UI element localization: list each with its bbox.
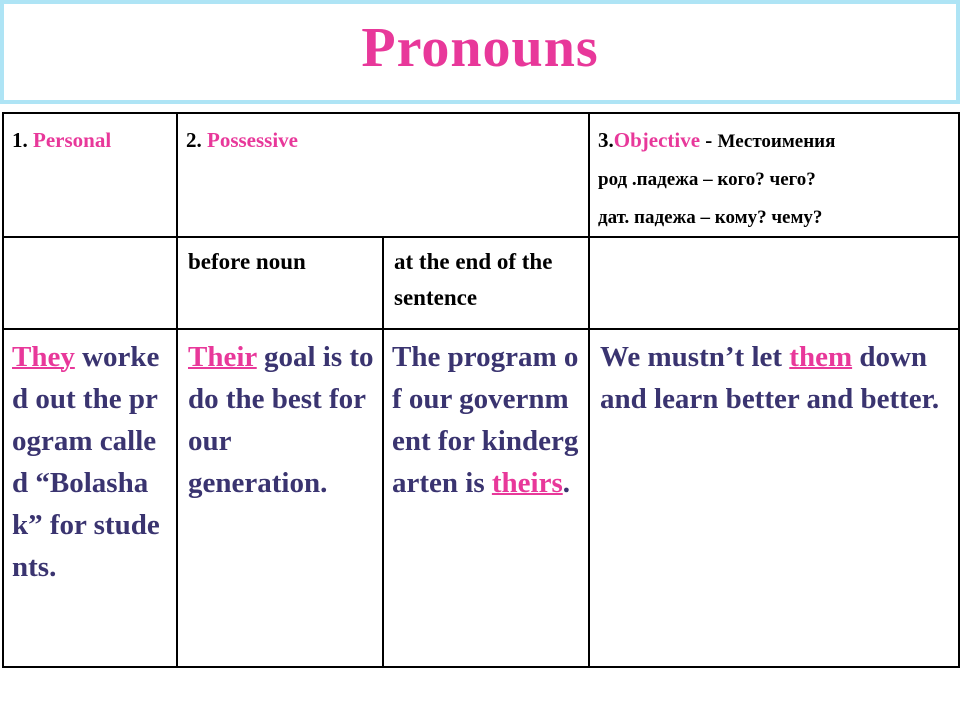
header-objective-russian-title: Местоимения (717, 131, 836, 152)
example-personal-text: worked out the program called “Bolashak” for students. (12, 341, 160, 583)
example-objective-text-end: down and learn better and better. (600, 341, 940, 415)
header-objective-dative: дат. падежа – кому? чему? (598, 207, 823, 228)
example-personal-pronoun: They (12, 341, 75, 373)
header-objective-number: 3. (598, 128, 614, 152)
example-possessive-before-pronoun: Their (188, 341, 257, 373)
subheader-end-sentence-cell (383, 237, 589, 329)
header-objective-separator: - (700, 128, 718, 152)
table-examples-row (3, 329, 959, 667)
header-possessive-label: Possessive (207, 128, 298, 152)
subheader-before-noun: before noun (188, 249, 306, 274)
subheader-empty-cell-2 (589, 237, 959, 329)
pronouns-table (2, 112, 960, 668)
subheader-before-noun-cell (177, 237, 383, 329)
example-possessive-end-text: The program of our government for kindergarten is (392, 341, 579, 499)
subheader-empty-cell-1 (3, 237, 177, 329)
header-personal-cell (3, 113, 177, 237)
example-objective-cell (589, 329, 959, 667)
example-personal-cell (3, 329, 177, 667)
subheader-end-sentence: at the end of the sentence (394, 249, 553, 310)
header-personal-label: Personal (33, 128, 112, 152)
example-objective-text-start: We mustn’t let (600, 341, 790, 373)
example-possessive-end-cell (383, 329, 589, 667)
header-possessive-number: 2. (186, 128, 207, 152)
header-objective-cell (589, 113, 959, 237)
header-personal-number: 1. (12, 128, 33, 152)
page-title: Pronouns (361, 17, 599, 79)
table-subheader-row (3, 237, 959, 329)
example-possessive-before-cell (177, 329, 383, 667)
example-possessive-before-text: goal is to do the best for our generation. (188, 341, 374, 499)
header-objective-label: Objective (613, 128, 701, 152)
example-possessive-end-period: . (562, 467, 570, 499)
title-box (0, 0, 960, 104)
header-objective-genitive: род .падежа – кого? чего? (598, 169, 816, 190)
example-possessive-end-pronoun: theirs (491, 467, 563, 499)
header-possessive-cell (177, 113, 589, 237)
example-objective-pronoun: them (789, 341, 853, 373)
table-header-row (3, 113, 959, 237)
